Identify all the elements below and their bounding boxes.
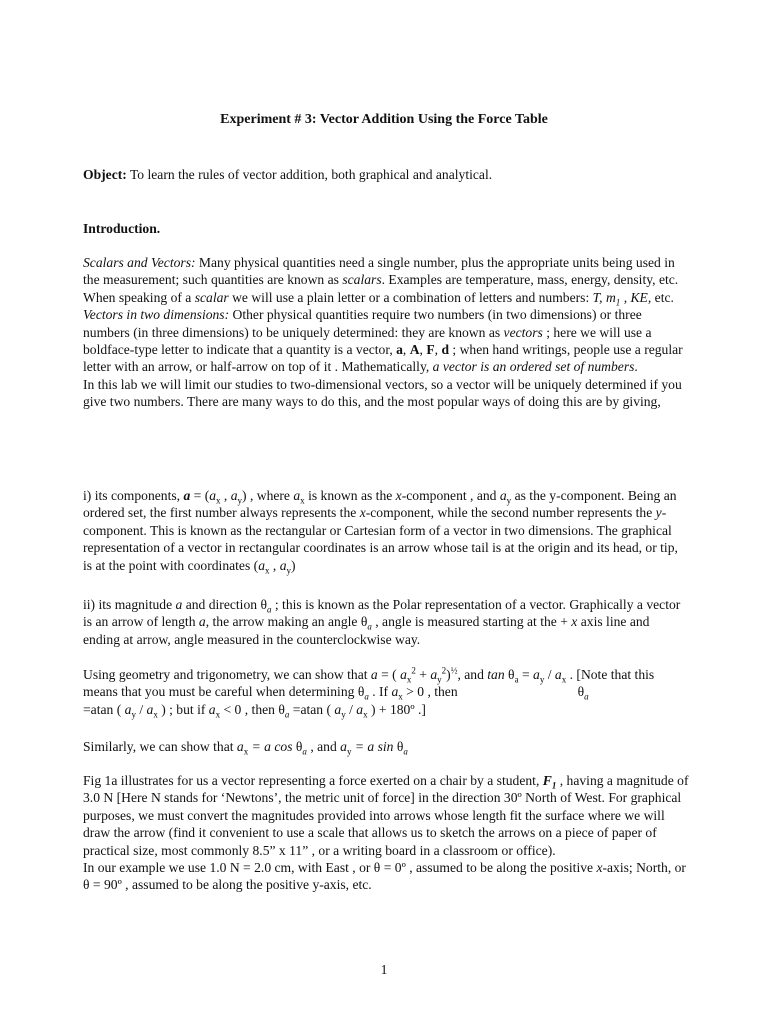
sub-x-geom-5: x	[215, 709, 221, 720]
sub-a-geom-2: a	[364, 692, 369, 703]
figure-paragraph	[83, 772, 689, 894]
geom-text-14: /	[135, 701, 147, 717]
scalars-vectors-paragraph: Scalars and Vectors: Many physical quantities need a single number, plus the appropriate units being used in the measurement; such quantities are known as scalars. Examples are temperature, mass, energy, density, etc. When speaking of a scalar we will use a plain letter or a combination of letters and numbers: T, $m_1$ , KE, etc. Vectors in two dimensions: Other physical quantities require two numbers (in two dimensions) or three numbers (in three dimensions) to be uniquely determined: they are known as vectors ; here we will use a boldface-type letter to indicate that a quantity is a vector, a, A, F, d ; when hand writings, people use a regular letter with an arrow, or half-arrow on top of it . Mathematically, a vector is an ordered set of numbers. In this lab we will limit our studies to two-dimensional vectors, so a vector will be uniquely determined if you give two numbers. There are many ways to do this, and the most popular ways of doing this are by giving,	[83, 255, 683, 410]
polar-text-2: and direction θ	[182, 597, 267, 612]
sym-a-polar-2: a	[198, 614, 206, 630]
sym-a-bold: a	[183, 488, 191, 503]
sub-a-sim: a	[302, 746, 307, 757]
sub-a-sim-2: a	[403, 746, 408, 757]
scalars-text-2: . Examples are temperature, mass, energy, density, etc. When speaking of a	[83, 272, 679, 305]
sub-a: a	[266, 604, 272, 615]
sym-y: y	[655, 505, 662, 521]
scalar-examples-sub: 1	[615, 297, 621, 308]
tan-word: tan	[487, 667, 505, 682]
sub-y: y	[237, 495, 243, 506]
fig-text-2: , having a magnitude of 3.0 N [Here N stands for ‘Newtons’, the metric unit of force] in the direction 30º North of West. For graphical purposes, we must convert the magnitudes provided into arrows whose length fit the surface where we will draw the arrow (find it convenient to use a scale that allows us to sketch the arrows on a piece of paper of practical size, most commonly 8.5” x 11” , or a writing board in a classroom or office).	[83, 773, 689, 858]
vectors-ordered-set: a vector is an ordered set of numbers	[432, 359, 635, 375]
scalar-examples-T: T, m	[592, 289, 616, 305]
geom-text-12: θ	[577, 684, 585, 700]
sub-x-geom: x	[406, 674, 412, 685]
sub-x-geom-6: x	[363, 709, 368, 720]
scalars-text-1: Many physical quantities need a single number, plus the appropriate units being used in the measurement; such quantities are known as	[83, 255, 675, 288]
geom-text-5: , and	[457, 667, 488, 682]
sub-a-geom: a	[514, 674, 519, 685]
page-title: Experiment # 3: Vector Addition Using the Force Table	[220, 112, 548, 127]
vector-symbol-A: A	[409, 342, 420, 358]
geom-text-13: =atan (	[83, 701, 125, 717]
similarly-paragraph	[83, 738, 689, 755]
sub-a-geom-4: a	[284, 709, 290, 720]
comp-text-11: )	[290, 557, 296, 573]
geom-text-10: . If	[368, 684, 392, 700]
introduction-heading: Introduction.	[83, 221, 161, 236]
sym-ay-sim: a	[340, 739, 347, 754]
sub-x-sim: x	[243, 746, 249, 757]
geom-text-11: > 0 , then	[402, 684, 458, 700]
comp-text-4: ) , where	[242, 488, 294, 503]
vectors-text-4: .	[634, 359, 638, 375]
sym-ax-3: a	[258, 557, 265, 573]
sym-x-2: x	[359, 505, 366, 521]
vectors-heading: Vectors in two dimensions:	[83, 307, 230, 323]
sym-a-geom: a	[370, 667, 378, 682]
sym-ax-geom: a	[400, 667, 407, 682]
geom-text-6: θ	[504, 667, 515, 682]
geom-text-3: +	[415, 667, 431, 682]
sym-ax: a	[209, 488, 217, 503]
sub-y-geom: y	[437, 674, 442, 685]
sym-ay-geom-4: a	[334, 701, 342, 717]
geom-text-16: < 0 , then θ	[220, 701, 285, 717]
geom-text-17: =atan (	[289, 701, 335, 717]
sub-y-geom-4: y	[341, 709, 346, 720]
sub-y-geom-2: y	[539, 674, 545, 685]
geometry-paragraph	[83, 666, 689, 718]
sup-2: 2	[411, 665, 416, 676]
fig-text-3: In our example we use 1.0 N = 2.0 cm, with East , or θ = 0º , assumed to be along the positive	[83, 860, 597, 876]
sub-y-2: y	[506, 495, 512, 506]
vector-symbol-F: F	[426, 342, 435, 358]
sub-x: x	[216, 495, 221, 506]
sim-text-1: Similarly, we can show that	[83, 739, 237, 754]
sup-2b: 2	[441, 665, 447, 676]
sim-text-3: θ	[292, 739, 303, 754]
vectors-text-3: ; when hand writings, people use a regular letter with an arrow, or half-arrow on top of it . Mathematically,	[83, 342, 683, 375]
geom-text-15: ) ; but if	[157, 701, 209, 717]
comp-text-6: -component , and	[401, 488, 500, 503]
comp-text-8: -component, while the second number represents the	[365, 505, 656, 521]
sim-text-4: , and	[306, 739, 341, 754]
polar-text-5: , angle is measured starting at the +	[371, 614, 572, 630]
geom-text-18: /	[345, 701, 357, 717]
vectors-word: vectors	[503, 324, 543, 340]
scalars-heading: Scalars and Vectors:	[83, 255, 196, 270]
geom-text-4: )	[446, 667, 451, 682]
sym-ay-3: a	[279, 557, 287, 573]
limit-text: In this lab we will limit our studies to two-dimensional vectors, so a vector will be uniquely determined if you give two numbers. There are many ways to do this, and the most popular ways of doing this are by giving,	[83, 376, 682, 410]
sym-ay: a	[230, 488, 238, 503]
sym-ax-geom-6: a	[356, 701, 364, 717]
sub-y-3: y	[286, 565, 291, 576]
sim-text-6: θ	[393, 739, 404, 754]
polar-text-6: axis line and ending at arrow, angle measured in the counterclockwise way.	[83, 614, 650, 647]
sub-x-3: x	[264, 565, 270, 576]
scalars-word: scalars	[342, 272, 382, 288]
sub-x-geom-3: x	[398, 692, 403, 703]
object-paragraph	[83, 166, 689, 183]
sym-a-polar: a	[175, 597, 183, 612]
sub-x-geom-2: x	[561, 674, 567, 685]
fig-text-1: Fig 1a illustrates for us a vector representing a force exerted on a chair by a student,	[83, 773, 543, 788]
scalar-examples-KE: , KE,	[620, 289, 652, 305]
force-sub: 1	[551, 780, 557, 791]
sub-y-sim: y	[346, 746, 352, 757]
sym-x: x	[395, 488, 402, 503]
polar-paragraph	[83, 596, 689, 648]
sym-ay-geom-3: a	[124, 701, 132, 717]
vector-symbol-a: a	[396, 342, 403, 358]
sym-ax-geom-5: a	[208, 701, 216, 717]
scalars-text-4: etc.	[651, 289, 674, 305]
geom-text-2: = (	[377, 667, 401, 682]
comp-text-2: = (	[190, 488, 210, 503]
sym-ax-2: a	[293, 488, 301, 503]
sym-ax-geom-2: a	[554, 667, 562, 682]
comp-text-1: i) its components,	[83, 488, 184, 503]
sub-a-geom-3: a	[584, 692, 589, 703]
comp-text-9: -component. This is known as the rectangular or Cartesian form of a vector in two dimensions. The graphical representation of a vector in rectangular coordinates is an arrow whose tail is at the origin and its head, or tip, is at the point with coordinates (	[83, 505, 678, 573]
comp-text-7: as the y-component. Being an ordered set, the first number always represents the	[83, 488, 677, 521]
comp-text-10: ,	[269, 557, 280, 573]
fig-text-4: -axis; North, or θ = 90º , assumed to be along the positive y-axis, etc.	[83, 860, 686, 893]
scalar-word: scalar	[194, 289, 229, 305]
geom-text-7: =	[518, 667, 534, 682]
polar-text-4: , the arrow making an angle θ	[205, 614, 368, 630]
vectors-text-1: Other physical quantities require two numbers (in two dimensions) or three numbers (in three dimensions) to be uniquely determined: they are known as	[83, 307, 642, 340]
sim-text-2: = a cos	[248, 739, 293, 754]
sym-ay-geom: a	[430, 667, 438, 682]
sym-x-fig: x	[596, 860, 603, 876]
comp-text-5: is known as the	[304, 488, 396, 503]
sub-x-2: x	[300, 495, 305, 506]
sub-x-geom-4: x	[153, 709, 158, 720]
sym-ay-geom-2: a	[533, 667, 540, 682]
vectors-text-2: ; here we will use a boldface-type letter to indicate that a quantity is a vector,	[83, 324, 652, 358]
page-number: 1	[380, 962, 388, 977]
vector-symbol-d: d	[441, 342, 450, 358]
geom-text-8: /	[544, 667, 555, 682]
sym-ax-geom-4: a	[146, 701, 154, 717]
geom-text-9: . [Note that this means that you must be careful when determining θ	[83, 667, 655, 700]
sim-text-5: = a sin	[351, 739, 394, 754]
sym-x-polar: x	[571, 614, 578, 630]
sym-ax-sim: a	[236, 739, 244, 754]
scalars-text-3: we will use a plain letter or a combination of letters and numbers:	[228, 289, 593, 305]
sym-ay-2: a	[499, 488, 507, 503]
object-text: To learn the rules of vector addition, both graphical and analytical.	[126, 167, 493, 182]
sub-a-2: a	[367, 622, 372, 633]
comp-text-3: ,	[220, 488, 231, 503]
sym-ax-geom-3: a	[391, 684, 399, 700]
polar-text-1: ii) its magnitude	[83, 597, 176, 612]
sup-half: ½	[450, 665, 458, 676]
geom-text-19: ) + 180º .]	[367, 701, 426, 717]
polar-text-3: ; this is known as the Polar representation of a vector. Graphically a vector is an arrow of length	[83, 597, 681, 630]
force-symbol: F	[542, 773, 552, 788]
components-paragraph	[83, 487, 689, 574]
geom-text-1: Using geometry and trigonometry, we can show that	[83, 667, 371, 682]
object-label: Object:	[83, 167, 127, 182]
sub-y-geom-3: y	[131, 709, 136, 720]
